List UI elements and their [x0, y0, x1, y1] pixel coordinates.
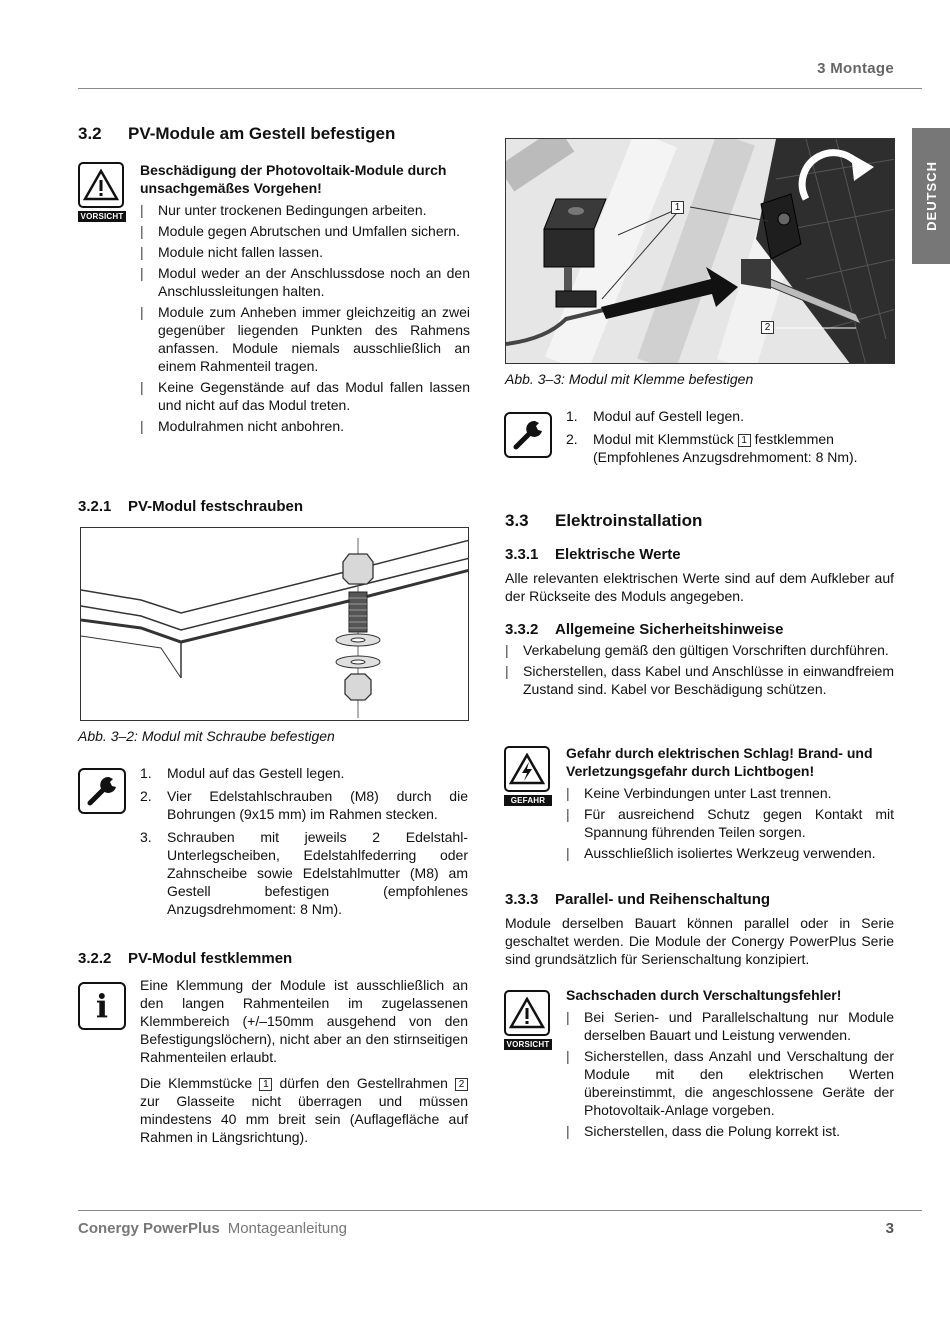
caution-list: [566, 1008, 894, 1140]
caution-icon: [504, 990, 552, 1050]
danger-list: [566, 784, 894, 862]
caution-label: VORSICHT: [78, 211, 126, 222]
warning-triangle-icon: [83, 169, 119, 201]
list-item: | Modul weder an der Anschlussdose noch an den Anschlussleitungen halten.: [140, 264, 470, 300]
figure-clamp-mounting: [505, 138, 895, 364]
callout-2: 2: [455, 1078, 468, 1091]
danger-title: Gefahr durch elektrischen Schlag! Brand- und Verletzungsgefahr durch Lichtbogen!: [566, 745, 873, 779]
callout-1: 1: [738, 434, 751, 447]
section-3-2-heading: [78, 124, 395, 144]
list-item: | Sicherstellen, dass Anzahl und Verschaltung der Module mit den elektrischen Werten übereinstimmt, die angeschlossene Geräte der Photovoltaik-Anlage vorgeben.: [566, 1047, 894, 1119]
list-item: | Bei Serien- und Parallelschaltung nur Module derselben Bauart und Leistung verwenden.: [566, 1008, 894, 1044]
danger-icon: [504, 746, 552, 806]
list-item: 1. Modul auf Gestell legen.: [566, 408, 744, 424]
list-item: | Modulrahmen nicht anbohren.: [140, 417, 470, 435]
section-title: Elektroinstallation: [555, 511, 703, 530]
wrench-icon: [504, 412, 552, 458]
caution-icon: [78, 162, 126, 222]
list-item: | Module gegen Abrutschen und Umfallen sichern.: [140, 222, 470, 240]
list-item: 1. Modul auf das Gestell legen.: [140, 765, 345, 781]
chapter-header: 3 Montage: [817, 60, 894, 77]
list-item: 3. Schrauben mit jeweils 2 Edelstahl-Unterlegscheiben, Edelstahlfederring oder Zahnscheibe sowie Edelstahlmutter (M8) am Gestell befestigen (empfohlenes Anzugsdrehmoment: 8 Nm).: [140, 829, 468, 917]
danger-label: GEFAHR: [504, 795, 552, 806]
page-number: 3: [885, 1220, 894, 1237]
language-tab: [912, 128, 950, 264]
language-tab-label: DEUTSCH: [923, 161, 939, 231]
parallel-series-text: Module derselben Bauart können parallel oder in Serie geschaltet werden. Die Module der Conergy PowerPlus Serie sind grundsätzlich für Serienschaltung konzipiert.: [505, 915, 894, 967]
section-3-3-heading: [505, 511, 702, 531]
section-number: 3.3.2: [505, 621, 539, 638]
callout-1: 1: [671, 201, 684, 214]
section-title: PV-Modul festklemmen: [128, 950, 293, 967]
section-3-2-1-heading: [78, 498, 303, 515]
wrench-icon: [78, 768, 126, 814]
screw-mounting-illustration: [81, 528, 469, 721]
figure-3-3-caption: Abb. 3–3: Modul mit Klemme befestigen: [505, 371, 754, 387]
list-item: 2. Modul mit Klemmstück 1 festklemmen (Empfohlenes Anzugsdrehmoment: 8 Nm).: [566, 431, 858, 465]
callout-1: 1: [259, 1078, 272, 1091]
section-title: PV-Module am Gestell befestigen: [128, 124, 396, 143]
caution-block: [566, 986, 894, 1143]
electrical-values-text: Alle relevanten elektrischen Werte sind auf dem Aufkleber auf der Rückseite des Moduls angegeben.: [505, 570, 894, 604]
list-item: | Sicherstellen, dass die Polung korrekt ist.: [566, 1122, 894, 1140]
caution-title: Sachschaden durch Verschaltungsfehler!: [566, 987, 842, 1003]
figure-3-2-caption: Abb. 3–2: Modul mit Schraube befestigen: [78, 728, 335, 744]
footer-brand: Conergy PowerPlus: [78, 1220, 220, 1237]
warning-list: [140, 201, 470, 435]
section-number: 3.3.1: [505, 546, 539, 563]
section-3-3-3-heading: [505, 891, 770, 908]
list-item: | Module zum Anheben immer gleichzeitig an zwei gegenüber liegenden Punkten des Rahmens anfassen. Module niemals ausschließlich an einem Rahmenteil tragen.: [140, 303, 470, 375]
info-icon: i: [78, 982, 126, 1030]
list-item: | Ausschließlich isoliertes Werkzeug verwenden.: [566, 844, 894, 862]
list-item: | Module nicht fallen lassen.: [140, 243, 470, 261]
section-title: Parallel- und Reihenschaltung: [555, 891, 771, 908]
electric-hazard-icon: [509, 753, 545, 785]
section-3-3-1-heading: [505, 546, 681, 563]
list-item: | Sicherstellen, dass Kabel und Anschlüsse in einwandfreiem Zustand sind. Kabel vor Beschädigung schützen.: [505, 662, 894, 698]
section-title: PV-Modul festschrauben: [128, 498, 304, 515]
section-number: 3.3: [505, 511, 529, 530]
list-item: | Keine Verbindungen unter Last trennen.: [566, 784, 894, 802]
figure-screw-mounting: [80, 527, 469, 721]
section-number: 3.2: [78, 124, 102, 143]
screw-steps-list: [140, 764, 468, 923]
list-item: | Nur unter trockenen Bedingungen arbeiten.: [140, 201, 470, 219]
footer-rule: [78, 1210, 922, 1211]
section-3-2-2-heading: [78, 950, 292, 967]
footer-title: [78, 1220, 347, 1238]
section-title: Allgemeine Sicherheitshinweise: [555, 621, 784, 638]
list-item: 2. Vier Edelstahlschrauben (M8) durch die Bohrungen (9x15 mm) im Rahmen stecken.: [140, 788, 468, 822]
section-number: 3.2.1: [78, 498, 112, 515]
section-3-3-2-heading: [505, 621, 783, 638]
list-item: | Verkabelung gemäß den gültigen Vorschriften durchführen.: [505, 641, 894, 659]
list-item: | Für ausreichend Schutz gegen Kontakt mit Spannung führenden Teilen sorgen.: [566, 805, 894, 841]
safety-list: [505, 641, 894, 701]
clamp-info-text: [140, 976, 468, 1146]
clamp-steps-list: [566, 407, 896, 471]
paragraph: Eine Klemmung der Module ist ausschließlich an den langen Rahmenteilen im zugelassenen Klemmbereich (+/–150mm ausgehend von den Befestigungslöchern), nicht aber an den stirnseitigen Rahmenteilen erlaubt.: [140, 977, 468, 1065]
callout-2: 2: [761, 321, 774, 334]
danger-block: [566, 744, 894, 865]
section-title: Elektrische Werte: [555, 546, 681, 563]
warning-triangle-icon: [509, 997, 545, 1029]
list-item: | Keine Gegenstände auf das Modul fallen lassen und nicht auf das Modul treten.: [140, 378, 470, 414]
warning-block: [140, 161, 470, 438]
clamp-mounting-illustration: [506, 139, 895, 364]
paragraph: Die Klemmstücke 1 dürfen den Gestellrahmen 2 zur Glasseite nicht überragen und müssen mindestens 40 mm breit sein (Auflagefläche auf Rahmen in Längsrichtung).: [140, 1075, 468, 1145]
section-number: 3.2.2: [78, 950, 112, 967]
caution-label: VORSICHT: [504, 1039, 552, 1050]
warning-title: Beschädigung der Photovoltaik-Module durch unsachgemäßes Vorgehen!: [140, 162, 447, 196]
section-number: 3.3.3: [505, 891, 539, 908]
footer-subtitle: Montageanleitung: [227, 1220, 347, 1237]
header-rule: [78, 88, 922, 89]
